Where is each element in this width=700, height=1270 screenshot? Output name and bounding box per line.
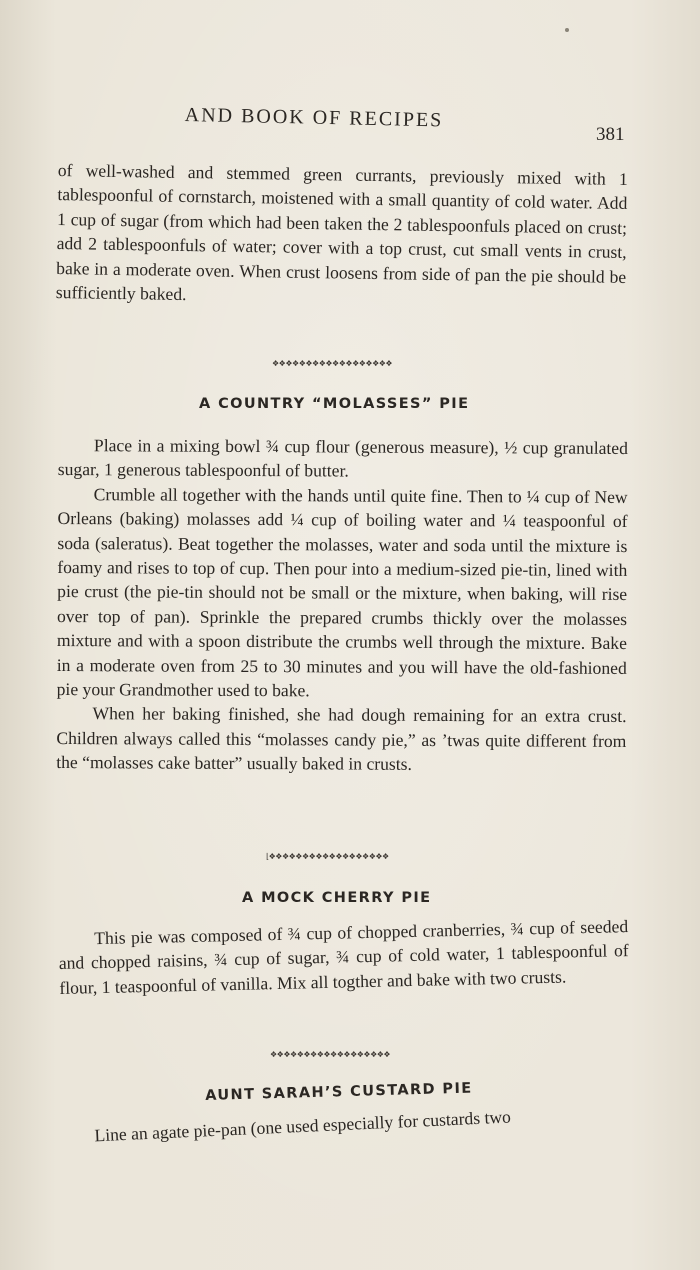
recipe-heading-molasses-pie: A COUNTRY “MOLASSES” PIE [199, 396, 470, 412]
recipe-body-molasses-pie [56, 433, 628, 778]
recipe-paragraph: Line an agate pie-pan (one used especially for custards two [94, 1106, 512, 1146]
continuation-paragraph: of well-washed and stemmed green currants, previously mixed with 1 tablespoonful of cornstarch, moistened with a small quantity of cold water. Add 1 cup of sugar (from which had been taken the 2 tablespoonfuls placed on crust; add 2 tablespoonfuls of water; cover with a top crust, cut small vents in crust, bake in a moderate oven. When crust loosens from side of pan the pie should be sufficiently baked. [55, 159, 628, 305]
recipe-body-custard-pie [58, 1099, 629, 1149]
recipe-heading-custard-pie: AUNT SARAH’S CUSTARD PIE [205, 1080, 473, 1104]
recipe-body-mock-cherry-pie [58, 914, 630, 1000]
running-head: AND BOOK OF RECIPES [184, 104, 444, 132]
page-number: 381 [596, 124, 625, 145]
page-speck [565, 28, 569, 32]
continuation-block [56, 158, 628, 313]
recipe-paragraph: Place in a mixing bowl ¾ cup flour (generous measure), ½ cup granulated sugar, 1 generous tablespoonful of butter. [57, 435, 628, 481]
recipe-paragraph: Crumble all together with the hands until quite fine. Then to ¼ cup of New Orleans (baking) molasses add ¼ cup of boiling water and ¼ teaspoonful of soda (saleratus). Beat together the molasses, water and soda until the mixture is foamy and rises to top of cup. Then pour into a medium-sized pie-tin, lined with pie crust (the pie-tin should not be small or the mixture, when baking, will rise over top of pan). Sprinkle the prepared crumbs thickly over the molasses mixture and with a spoon distribute the crumbs well through the mixture. Bake in a moderate oven from 25 to 30 minutes and you will have the old-fashioned pie your Grandmother used to bake. [56, 484, 628, 701]
recipe-paragraph: When her baking finished, she had dough remaining for an extra crust. Children always called this “molasses candy pie,” as ’twas quite different from the “molasses cake batter” usually baked in crusts. [56, 703, 627, 775]
ornament-divider-3: ❖❖❖❖❖❖❖❖❖❖❖❖❖❖❖❖❖❖ [270, 1050, 391, 1059]
ornament-divider-1: ❖❖❖❖❖❖❖❖❖❖❖❖❖❖❖❖❖❖ [272, 359, 393, 368]
recipe-paragraph: This pie was composed of ¾ cup of chopped cranberries, ¾ cup of seeded and chopped raisins, ¾ cup of sugar, ¾ cup of cold water, 1 tablespoonful of flour, 1 teaspoonful of vanilla. Mix all togther and bake with two crusts. [58, 916, 629, 998]
recipe-heading-mock-cherry-pie: A MOCK CHERRY PIE [242, 890, 432, 906]
ornament-divider-2: ⌊❖❖❖❖❖❖❖❖❖❖❖❖❖❖❖❖❖❖ [266, 852, 389, 861]
